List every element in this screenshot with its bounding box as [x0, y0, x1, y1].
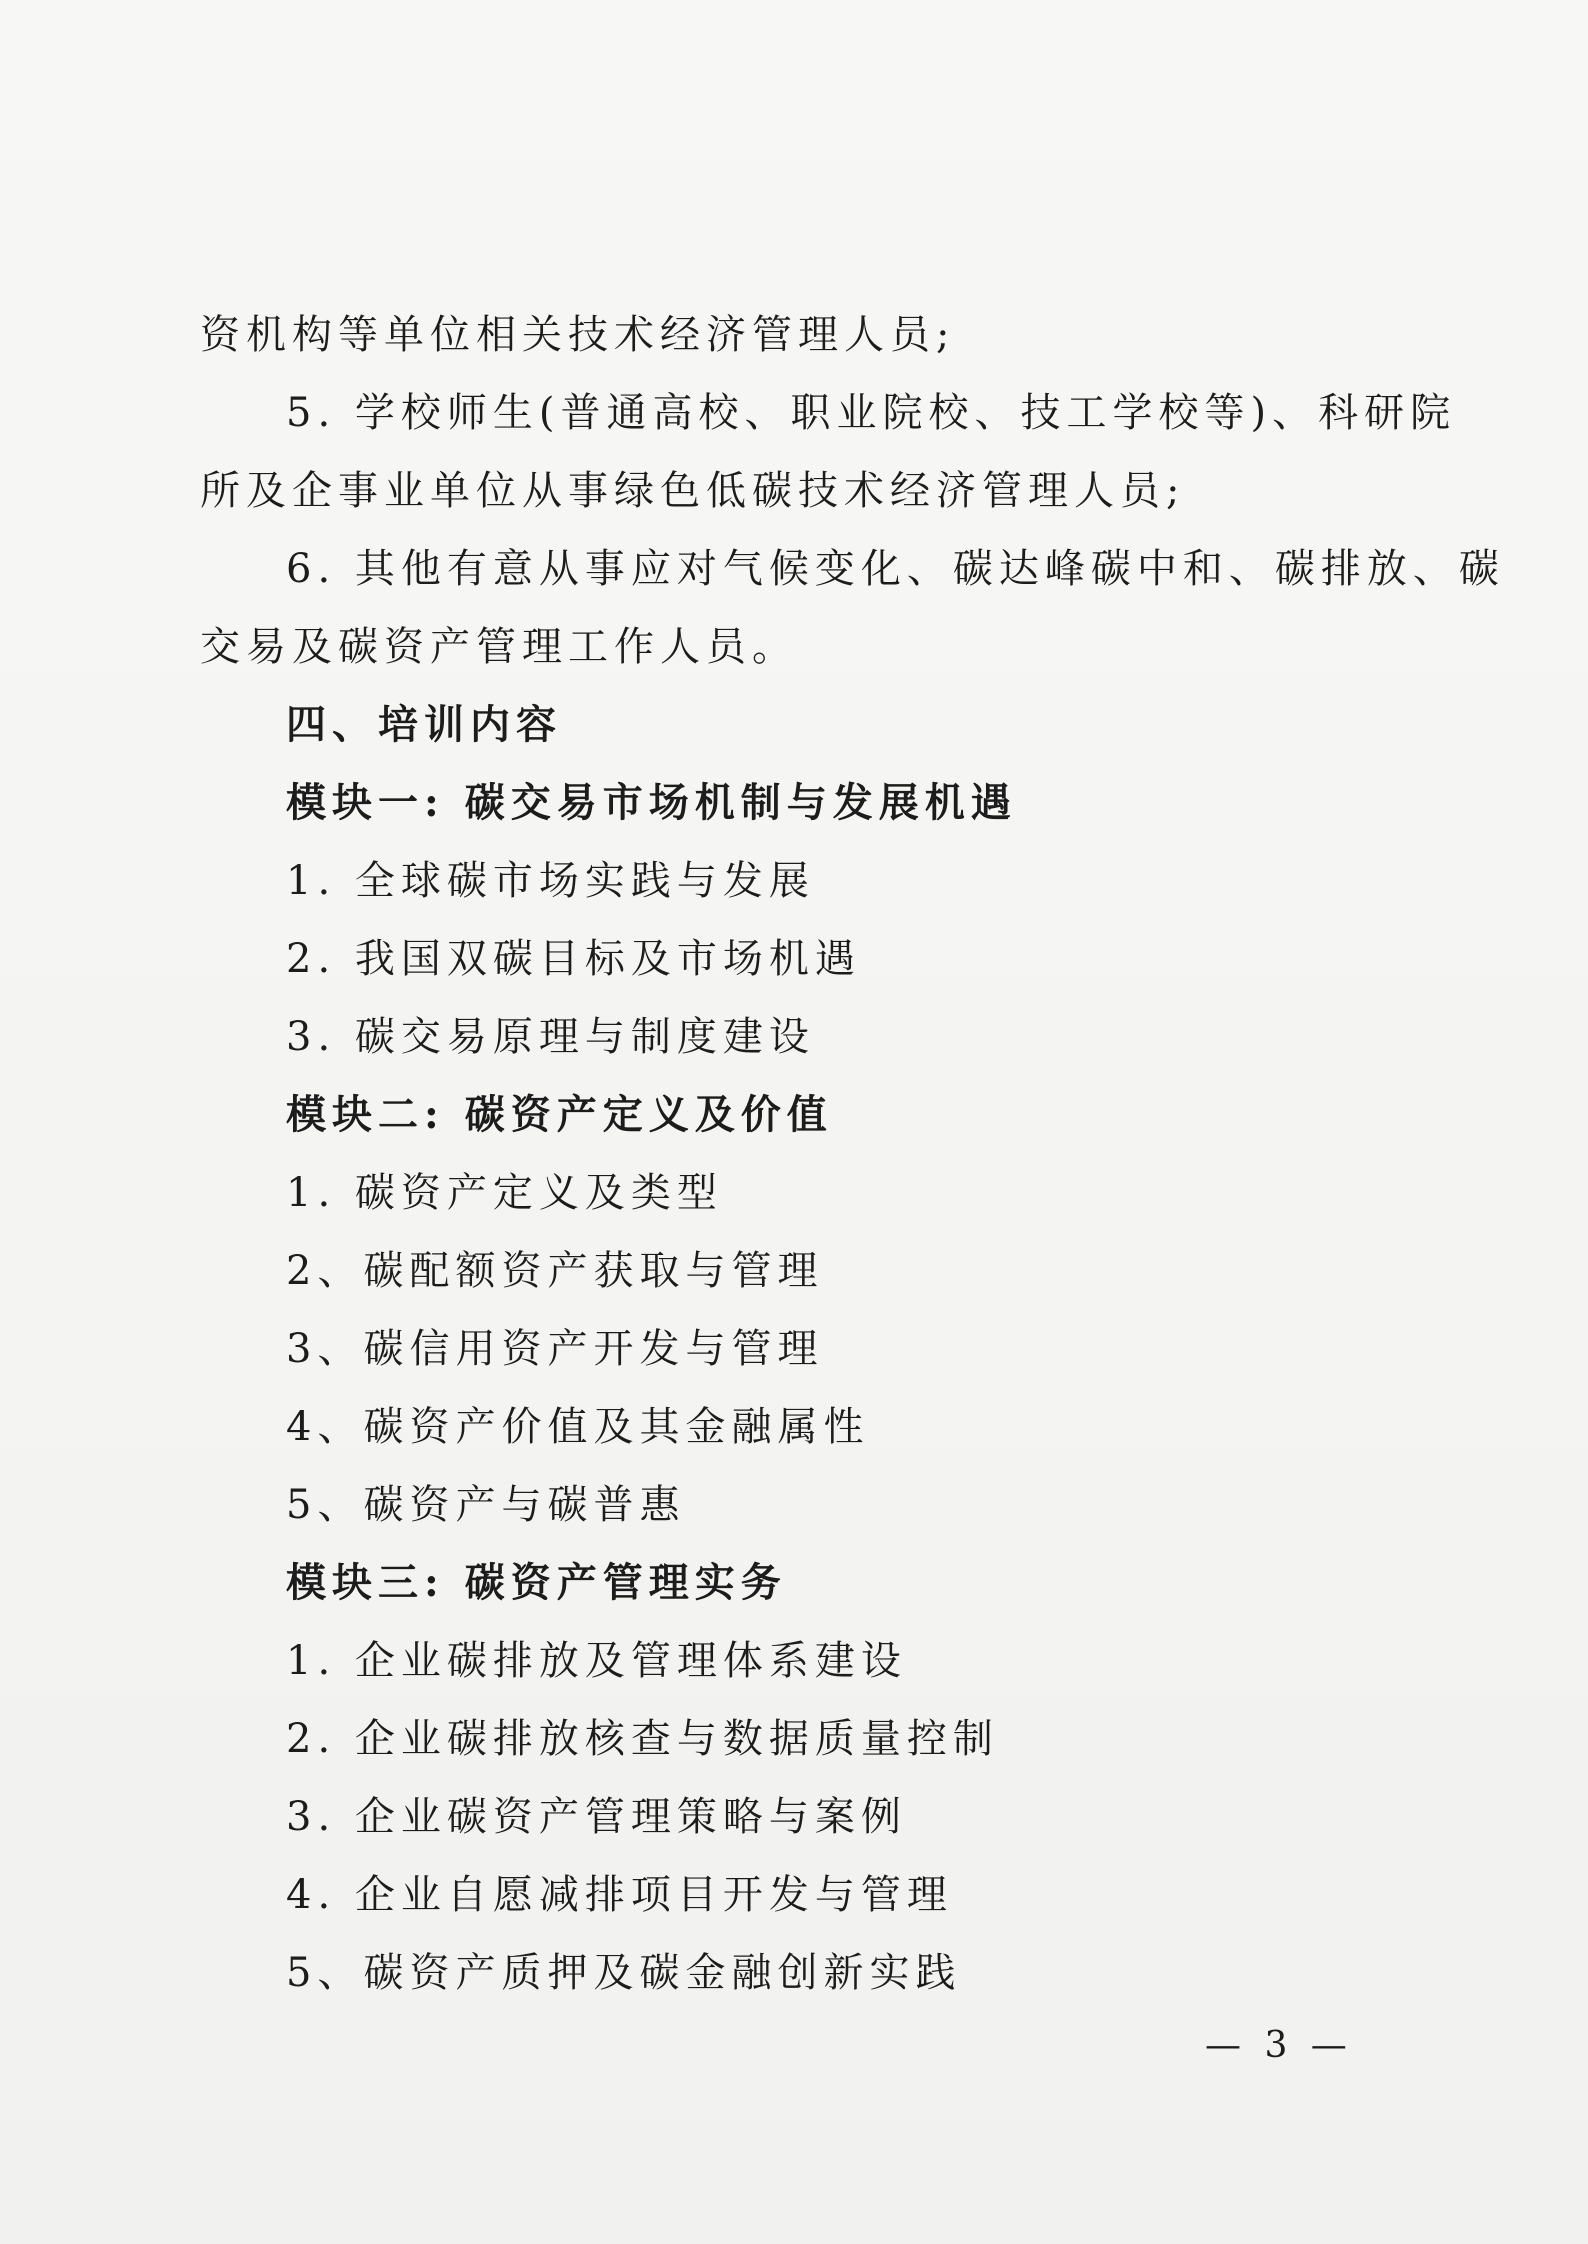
list-item: 1. 碳资产定义及类型: [286, 1170, 723, 1216]
section-heading: 四、培训内容: [286, 701, 562, 748]
list-item: 5. 学校师生(普通高校、职业院校、技工学校等)、科研院: [286, 390, 1457, 436]
list-item: 5、碳资产质押及碳金融创新实践: [286, 1950, 962, 1996]
list-item: 2、碳配额资产获取与管理: [286, 1248, 824, 1294]
list-item: 2. 企业碳排放核查与数据质量控制: [286, 1716, 999, 1762]
page-number: — 3 —: [1205, 2025, 1353, 2066]
list-item: 1. 企业碳排放及管理体系建设: [286, 1638, 907, 1684]
list-item: 4. 企业自愿减排项目开发与管理: [286, 1872, 953, 1918]
module-heading: 模块一: 碳交易市场机制与发展机遇: [286, 779, 1017, 826]
list-item: 5、碳资产与碳普惠: [286, 1482, 686, 1528]
module-heading: 模块二: 碳资产定义及价值: [286, 1091, 833, 1138]
list-item: 1. 全球碳市场实践与发展: [286, 858, 815, 904]
list-item: 2. 我国双碳目标及市场机遇: [286, 936, 861, 982]
list-item: 3. 碳交易原理与制度建设: [286, 1014, 815, 1060]
module-heading: 模块三: 碳资产管理实务: [286, 1559, 787, 1606]
text-line: 交易及碳资产管理工作人员。: [200, 624, 798, 670]
list-item: 3、碳信用资产开发与管理: [286, 1326, 824, 1372]
list-item: 3. 企业碳资产管理策略与案例: [286, 1794, 907, 1840]
text-line: 资机构等单位相关技术经济管理人员;: [200, 312, 956, 358]
text-line: 所及企事业单位从事绿色低碳技术经济管理人员;: [200, 468, 1186, 514]
list-item: 4、碳资产价值及其金融属性: [286, 1404, 870, 1450]
document-body: [200, 296, 1505, 2012]
list-item: 6. 其他有意从事应对气候变化、碳达峰碳中和、碳排放、碳: [286, 546, 1505, 592]
